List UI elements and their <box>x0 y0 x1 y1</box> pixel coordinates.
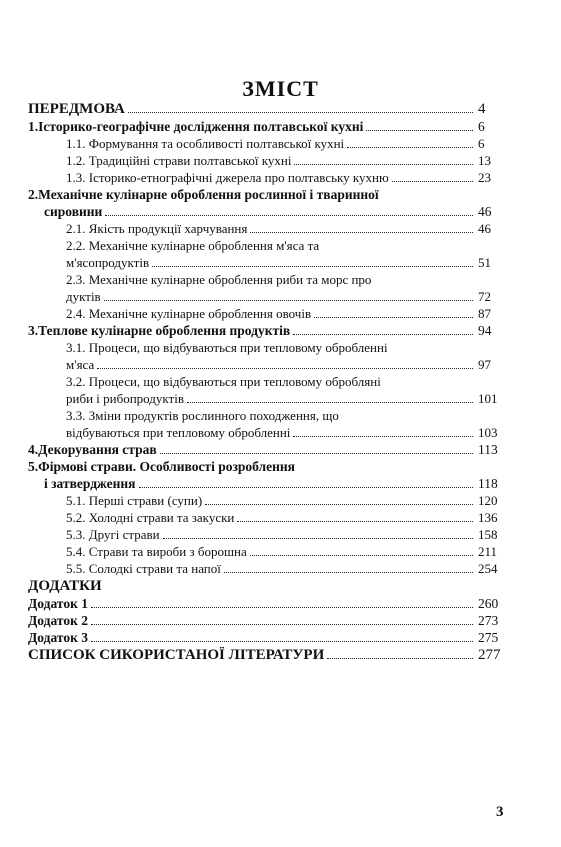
dot-leader <box>91 641 473 642</box>
toc-entry-page: 254 <box>478 561 498 576</box>
dot-leader <box>250 232 473 233</box>
dot-leader <box>160 453 473 454</box>
toc-entry-page: 118 <box>478 476 498 491</box>
toc-entry <box>28 322 508 339</box>
dot-leader <box>205 504 473 505</box>
toc-entry-title: і затвердження <box>44 476 136 491</box>
toc-entry-title: відбуваються при тепловому обробленні <box>66 425 291 440</box>
dot-leader <box>293 436 473 437</box>
toc-entry-page: 6 <box>478 136 485 151</box>
page-number: 3 <box>496 804 504 820</box>
toc-entry <box>28 646 508 664</box>
toc-entry-title-line1: 2.2. Механічне кулінарне оброблення м'яса та <box>66 238 320 253</box>
toc-entry-title-line1: 2.Механічне кулінарне оброблення рослинної і тваринної <box>28 187 379 202</box>
toc-entry-title: 5.3. Другі страви <box>66 527 160 542</box>
toc-entry-title-line1: 5.Фірмові страви. Особливості розроблення <box>28 459 295 474</box>
dot-leader <box>139 487 474 488</box>
toc-entry-title: м'яса <box>66 357 95 372</box>
toc-entry-page: 277 <box>478 647 501 663</box>
toc-entry-page: 46 <box>478 221 491 236</box>
toc-entry <box>28 612 508 629</box>
dot-leader <box>250 555 473 556</box>
dot-leader <box>347 147 473 148</box>
toc-entry <box>28 458 508 492</box>
dot-leader <box>237 521 473 522</box>
toc-entry <box>28 305 508 322</box>
toc-entry <box>28 373 508 407</box>
toc-entry-title: ПЕРЕДМОВА <box>28 101 125 117</box>
toc-entry <box>28 271 508 305</box>
dot-leader <box>104 300 473 301</box>
toc-entry-page: 136 <box>478 510 498 525</box>
toc-entry <box>28 220 508 237</box>
toc-entry <box>28 118 508 135</box>
toc-entry <box>28 441 508 458</box>
toc-entry-title: 5.4. Страви та вироби з борошна <box>66 544 247 559</box>
toc-entry-page: 94 <box>478 323 492 338</box>
toc-entry-page: 260 <box>478 596 499 611</box>
toc-entry <box>28 629 508 646</box>
toc-entry <box>28 577 508 595</box>
toc-entry-title-line1: 3.3. Зміни продуктів рослинного походження, що <box>66 408 339 423</box>
toc-entry-page: 13 <box>478 153 491 168</box>
toc-entry-title: риби і рибопродуктів <box>66 391 184 406</box>
toc-entry-page: 87 <box>478 306 491 321</box>
toc-entry <box>28 407 508 441</box>
toc-entry-title: Додаток 3 <box>28 630 88 645</box>
dot-leader <box>314 317 473 318</box>
toc-entry-page: 46 <box>478 204 492 219</box>
toc-entry-title-line1: 2.3. Механічне кулінарне оброблення риби та морс про <box>66 272 372 287</box>
toc-entry-title: сировини <box>44 204 103 219</box>
toc-entry-title: дуктів <box>66 289 101 304</box>
dot-leader <box>105 215 473 216</box>
toc-entry-title: СПИСОК СИКОРИСТАНОЇ ЛІТЕРАТУРИ <box>28 647 325 663</box>
toc-entry-title: Додаток 2 <box>28 613 88 628</box>
dot-leader <box>152 266 473 267</box>
toc-entry-page: 275 <box>478 630 499 645</box>
toc-entry <box>28 526 508 543</box>
toc-entry-title-line1: 3.1. Процеси, що відбуваються при тепловому обробленні <box>66 340 388 355</box>
page-title: ЗМІСТ <box>242 76 319 101</box>
toc-entry <box>28 595 508 612</box>
toc-entry <box>28 100 508 118</box>
toc-entry-title: 1.3. Історико-етнографічні джерела про полтавську кухню <box>66 170 389 185</box>
toc-entry-title: 5.2. Холодні страви та закуски <box>66 510 235 525</box>
toc-entry-title: 4.Декорування страв <box>28 442 157 457</box>
toc-entry-title: 5.1. Перші страви (супи) <box>66 493 203 508</box>
toc-entry-title-line1: 3.2. Процеси, що відбуваються при тепловому обробляні <box>66 374 381 389</box>
dot-leader <box>163 538 473 539</box>
toc-entry-page: 6 <box>478 119 485 134</box>
toc-entry-page: 97 <box>478 357 491 372</box>
toc-entry <box>28 152 508 169</box>
toc-entry-title: 1.2. Традиційні страви полтавської кухні <box>66 153 292 168</box>
toc-entry <box>28 135 508 152</box>
toc-entry-page: 113 <box>478 442 498 457</box>
toc-entry-title: 1.Історико-географічне дослідження полтавської кухні <box>28 119 364 134</box>
toc-entry-title: 2.1. Якість продукції харчування <box>66 221 248 236</box>
toc-entry-title: Додаток 1 <box>28 596 88 611</box>
toc-entry-page: 72 <box>478 289 491 304</box>
toc-entry-page: 273 <box>478 613 499 628</box>
dot-leader <box>392 181 473 182</box>
toc-entry-title: 1.1. Формування та особливості полтавської кухні <box>66 136 345 151</box>
toc-entry-page: 211 <box>478 544 498 559</box>
toc-entry <box>28 560 508 577</box>
toc-entry-page: 103 <box>478 425 498 440</box>
toc-entry-page: 23 <box>478 170 491 185</box>
toc-entry-title: 3.Теплове кулінарне оброблення продуктів <box>28 323 291 338</box>
dot-leader <box>327 658 473 659</box>
dot-leader <box>128 112 473 113</box>
toc-entry-page: 101 <box>478 391 498 406</box>
toc-entry <box>28 339 508 373</box>
toc-entry-page: 158 <box>478 527 498 542</box>
toc-entry <box>28 509 508 526</box>
dot-leader <box>97 368 473 369</box>
toc-entry <box>28 169 508 186</box>
dot-leader <box>293 334 473 335</box>
toc-entry-title: м'ясопродуктів <box>66 255 150 270</box>
toc-entry <box>28 186 508 220</box>
toc-entry-page: 51 <box>478 255 491 270</box>
toc-entry <box>28 492 508 509</box>
dot-leader <box>91 607 473 608</box>
toc-entry <box>28 543 508 560</box>
dot-leader <box>224 572 473 573</box>
toc-entry-page: 120 <box>478 493 498 508</box>
table-of-contents <box>28 100 508 664</box>
dot-leader <box>91 624 473 625</box>
toc-entry-page: 4 <box>478 101 486 117</box>
toc-entry-title: 5.5. Солодкі страви та напої <box>66 561 221 576</box>
dot-leader <box>366 130 473 131</box>
toc-entry <box>28 237 508 271</box>
dot-leader <box>294 164 473 165</box>
dot-leader <box>187 402 473 403</box>
toc-entry-title: ДОДАТКИ <box>28 578 102 594</box>
toc-entry-title: 2.4. Механічне кулінарне оброблення овочів <box>66 306 312 321</box>
